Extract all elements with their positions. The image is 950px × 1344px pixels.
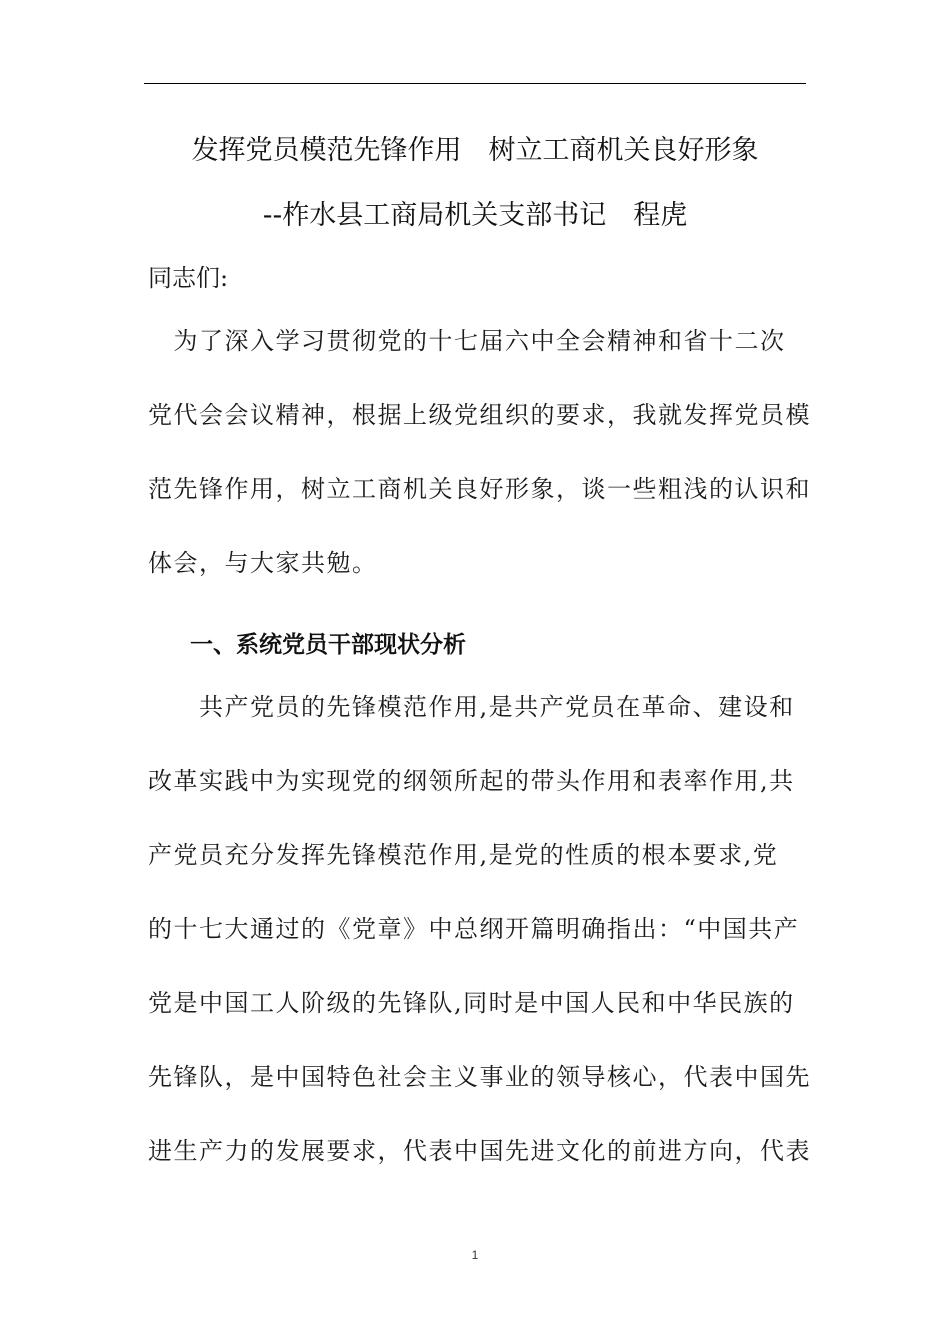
text-line: 体会，与大家共勉。 — [148, 549, 378, 577]
text-line: 的十七大通过的《党章》中总纲开篇明确指出：“中国共产 — [148, 915, 800, 943]
text-line: 进生产力的发展要求，代表中国先进文化的前进方向，代表 — [148, 1137, 811, 1165]
page-number: 1 — [471, 1248, 479, 1262]
document-subtitle: --柞水县工商局机关支部书记 程虎 — [262, 200, 688, 231]
text-line: 改革实践中为实现党的纲领所起的带头作用和表率作用,共 — [148, 767, 795, 795]
body-paragraph — [148, 670, 810, 1188]
text-line: 产党员充分发挥先锋模范作用,是党的性质的根本要求,党 — [148, 841, 779, 869]
section-heading: 一、系统党员干部现状分析 — [190, 632, 466, 658]
intro-paragraph — [148, 304, 810, 600]
text-line: 先锋队，是中国特色社会主义事业的领导核心，代表中国先 — [148, 1063, 811, 1091]
text-line: 为了深入学习贯彻党的十七届六中全会精神和省十二次 — [148, 327, 786, 355]
document-title: 发挥党员模范先锋作用 树立工商机关良好形象 — [191, 135, 759, 166]
header-rule — [144, 83, 806, 84]
text-line: 范先锋作用，树立工商机关良好形象，谈一些粗浅的认识和 — [148, 475, 811, 503]
greeting: 同志们: — [148, 264, 229, 292]
text-line: 党是中国工人阶级的先锋队,同时是中国人民和中华民族的 — [148, 989, 795, 1017]
text-line: 党代会会议精神，根据上级党组织的要求，我就发挥党员模 — [148, 401, 811, 429]
text-line: 共产党员的先锋模范作用,是共产党员在革命、建设和 — [148, 693, 795, 721]
